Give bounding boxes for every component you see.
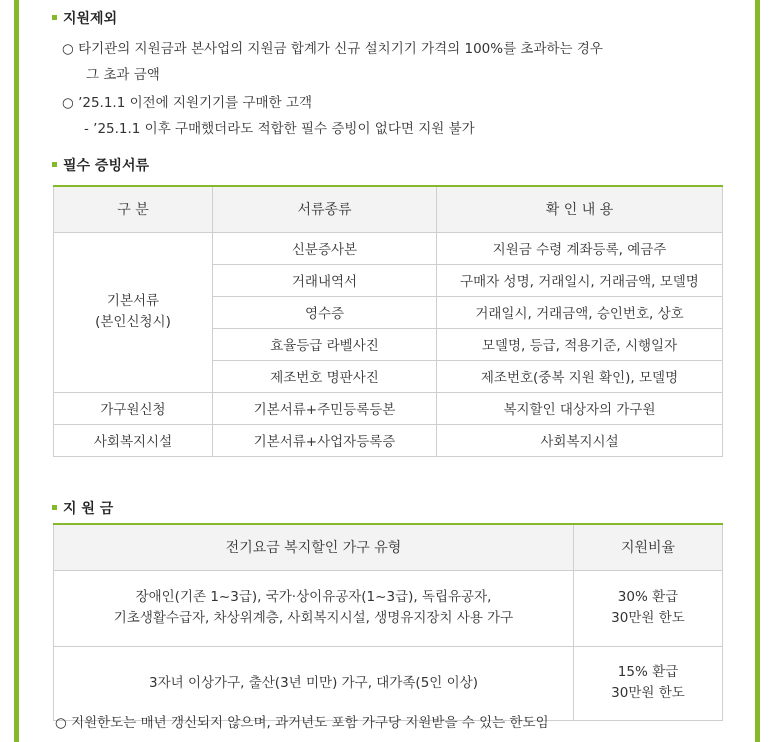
doc-type: 신분증사본 (213, 232, 437, 264)
bullet-icon (52, 505, 57, 510)
documents-header-type: 서류종류 (213, 186, 437, 232)
table-row (54, 232, 723, 264)
doc-type: 제조번호 명판사진 (213, 360, 437, 392)
table-row (54, 570, 723, 646)
doc-content: 사회복지시설 (437, 424, 723, 456)
doc-category: 사회복지시설 (54, 424, 213, 456)
bullet-icon (52, 162, 57, 167)
table-row (54, 392, 723, 424)
doc-type: 기본서류+주민등록등본 (213, 392, 437, 424)
doc-type: 기본서류+사업자등록증 (213, 424, 437, 456)
basic-docs-category: 기본서류 (본인신청시) (54, 232, 213, 392)
doc-type: 거래내역서 (213, 264, 437, 296)
documents-header-row (54, 186, 723, 232)
section-title-exclusion (52, 8, 117, 28)
table-row (54, 646, 723, 720)
exclusion-item-2: ○ ’25.1.1 이전에 지원기기를 구매한 고객 (62, 95, 312, 111)
subsidy-header-rate: 지원비율 (574, 524, 723, 570)
section-title-subsidy (52, 498, 113, 518)
exclusion-item-1-cont: 그 초과 금액 (86, 67, 160, 83)
doc-content: 모델명, 등급, 적용기준, 시행일자 (437, 328, 723, 360)
exclusion-item-2-detail: - ’25.1.1 이후 구매했더라도 적합한 필수 증빙이 없다면 지원 불가 (84, 121, 475, 137)
subsidy-type: 장애인(기존 1~3급), 국가·상이유공자(1~3급), 독립유공자, 기초생활수급자, 차상위계층, 사회복지시설, 생명유지장치 사용 가구 (54, 570, 574, 646)
subsidy-type: 3자녀 이상가구, 출산(3년 미만) 가구, 대가족(5인 이상) (54, 646, 574, 720)
doc-category: 가구원신청 (54, 392, 213, 424)
subsidy-rate: 15% 환급 30만원 한도 (574, 646, 723, 720)
subsidy-rate: 30% 환급 30만원 한도 (574, 570, 723, 646)
bullet-icon (52, 15, 57, 20)
doc-content: 제조번호(중복 지원 확인), 모델명 (437, 360, 723, 392)
doc-type: 효율등급 라벨사진 (213, 328, 437, 360)
doc-content: 거래일시, 거래금액, 승인번호, 상호 (437, 296, 723, 328)
documents-table (53, 185, 723, 457)
subsidy-note: ○ 지원한도는 매년 갱신되지 않으며, 과거년도 포함 가구당 지원받을 수 있는 한도임 (55, 715, 549, 731)
doc-type: 영수증 (213, 296, 437, 328)
subsidy-title-text: 지 원 금 (63, 501, 114, 517)
documents-header-category: 구 분 (54, 186, 213, 232)
subsidy-header-row (54, 524, 723, 570)
section-title-documents (52, 155, 149, 175)
documents-header-content: 확 인 내 용 (437, 186, 723, 232)
documents-title-text: 필수 증빙서류 (63, 158, 150, 174)
table-row (54, 424, 723, 456)
doc-content: 구매자 성명, 거래일시, 거래금액, 모델명 (437, 264, 723, 296)
subsidy-header-type: 전기요금 복지할인 가구 유형 (54, 524, 574, 570)
doc-content: 지원금 수령 계좌등록, 예금주 (437, 232, 723, 264)
subsidy-table (53, 523, 723, 721)
exclusion-title-text: 지원제외 (63, 11, 118, 27)
exclusion-item-1: ○ 타기관의 지원금과 본사업의 지원금 합계가 신규 설치기기 가격의 100%를 초과하는 경우 (62, 41, 603, 57)
doc-content: 복지할인 대상자의 가구원 (437, 392, 723, 424)
